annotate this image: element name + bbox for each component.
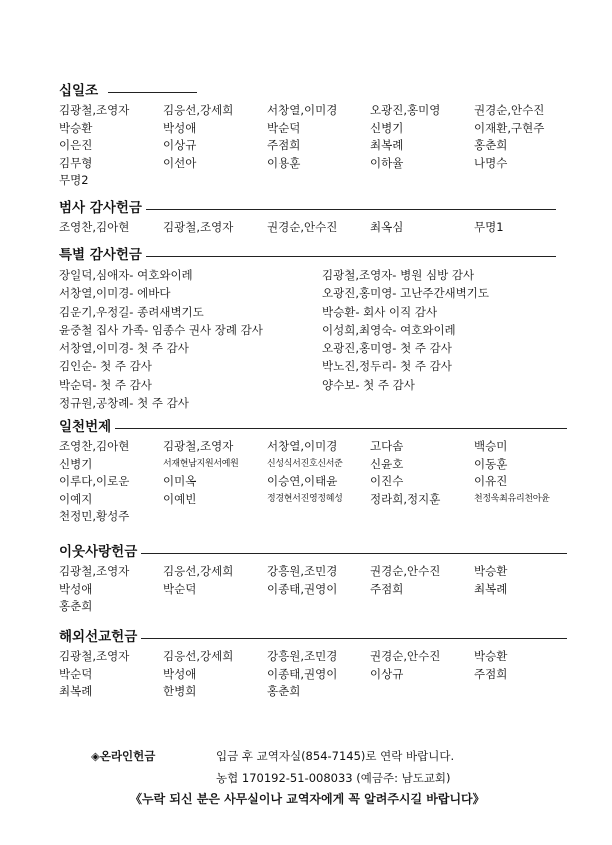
- online-offering-label: ◈온라인헌금: [91, 749, 156, 763]
- name-entry: 김광철,조영자- 병원 심방 감사: [322, 268, 475, 282]
- name-entry: 조영찬,김아현: [59, 439, 130, 453]
- name-entry: 한병희: [163, 684, 197, 698]
- mission-names: [59, 648, 574, 701]
- name-entry: 정규원,공창례- 첫 주 감사: [59, 396, 189, 411]
- bank-account: 농협 170192-51-008033 (예금주: 남도교회): [216, 771, 451, 785]
- thousandth-section: [59, 418, 574, 526]
- name-entry: 서창열,이미경: [267, 103, 338, 117]
- name-entry: 오광진,홍미영- 첫 주 감사: [322, 341, 452, 356]
- neighbor-section: [59, 543, 574, 616]
- name-entry: 강흥원,조민경: [267, 649, 338, 663]
- name-entry: 박성애: [59, 581, 93, 596]
- name-entry: 서재현남지원서예원: [163, 458, 239, 469]
- name-entry: 박승환: [474, 564, 508, 578]
- name-entry: 박승환- 회사 이직 감사: [322, 304, 438, 319]
- name-entry: 권경순,안수진: [370, 649, 441, 663]
- name-entry: 권경순,안수진: [370, 564, 441, 578]
- name-entry: 신병기: [370, 120, 404, 135]
- name-entry: 무명2: [59, 173, 89, 187]
- special-thanks-list: [59, 266, 582, 412]
- section-title: 이웃사랑헌금: [59, 543, 141, 561]
- name-entry: 권경순,안수진: [474, 103, 545, 117]
- name-entry: 박순덕- 첫 주 감사: [59, 377, 152, 392]
- section-rule: [59, 428, 567, 429]
- name-entry: 주점희: [267, 138, 301, 152]
- name-entry: 강흥원,조민경: [267, 564, 338, 578]
- tithe-header: [59, 82, 574, 102]
- name-entry: 김운기,우정길- 종려새벽기도: [59, 304, 204, 319]
- name-entry: 이루다,이로운: [59, 474, 130, 488]
- name-entry: 김광철,조영자: [163, 439, 234, 453]
- special-thanks-section: [59, 246, 582, 412]
- name-entry: 권경순,안수진: [267, 220, 338, 234]
- name-entry: 김광철,조영자: [59, 564, 130, 578]
- name-entry: 이용훈: [267, 155, 301, 170]
- name-entry: 정경현서진영정혜성: [267, 493, 343, 504]
- name-entry: 무명1: [474, 220, 504, 234]
- special-thanks-header: [59, 246, 582, 266]
- tithe-section: [59, 82, 574, 190]
- name-entry: 이동훈: [474, 456, 508, 471]
- name-entry: 이성희,최영숙- 여호와이레: [322, 322, 456, 337]
- all-thanks-names: [59, 219, 574, 237]
- name-entry: 홍춘희: [59, 599, 93, 613]
- name-entry: 이진수: [370, 474, 404, 488]
- name-entry: 김무형: [59, 155, 93, 170]
- name-entry: 백승미: [474, 439, 508, 453]
- name-entry: 김광철,조영자: [59, 649, 130, 663]
- name-entry: 주점희: [474, 666, 508, 681]
- name-entry: 천정욱최유리천아윤: [474, 493, 550, 504]
- name-entry: 김응선,강세희: [163, 564, 234, 578]
- section-title: 범사 감사헌금: [59, 199, 146, 217]
- all-thanks-section: [59, 199, 574, 237]
- name-entry: 이재환,구현주: [474, 120, 545, 135]
- name-entry: 이종태,권영이: [267, 666, 338, 681]
- name-entry: 조영찬,김아현: [59, 220, 130, 234]
- name-entry: 김인순- 첫 주 감사: [59, 359, 152, 374]
- name-entry: 장일덕,심애자- 여호와이레: [59, 268, 193, 282]
- section-title: 해외선교헌금: [59, 628, 141, 646]
- neighbor-header: [59, 543, 574, 563]
- name-entry: 박성애: [163, 120, 197, 135]
- name-entry: 김광철,조영자: [163, 220, 234, 234]
- name-entry: 이상규: [163, 138, 197, 152]
- name-entry: 박순덕: [59, 666, 93, 681]
- name-entry: 박노진,정두리- 첫 주 감사: [322, 359, 452, 374]
- name-entry: 박순덕: [267, 120, 301, 135]
- name-entry: 서창열,이미경- 첫 주 감사: [59, 341, 189, 356]
- name-entry: 이하율: [370, 155, 404, 170]
- name-entry: 오광진,홍미영: [370, 103, 441, 117]
- special-thanks-left: [59, 266, 322, 412]
- name-entry: 최복례: [474, 581, 508, 596]
- name-entry: 김응선,강세희: [163, 103, 234, 117]
- name-entry: 신병기: [59, 456, 93, 471]
- name-entry: 이예지: [59, 491, 93, 506]
- contact-instruction: 입금 후 교역자실(854-7145)로 연락 바랍니다.: [216, 749, 455, 763]
- name-entry: 이승연,이태윤: [267, 474, 338, 488]
- name-entry: 이예빈: [163, 491, 197, 506]
- name-entry: 홍춘희: [267, 684, 301, 698]
- name-entry: 최옥심: [370, 220, 404, 234]
- section-rule: [108, 92, 197, 93]
- name-entry: 최복례: [59, 684, 93, 698]
- tithe-names: [59, 102, 574, 190]
- name-entry: 박승환: [59, 120, 93, 135]
- name-entry: 김응선,강세희: [163, 649, 234, 663]
- thousandth-names: [59, 438, 574, 526]
- name-entry: 최복례: [370, 138, 404, 152]
- mission-header: [59, 628, 574, 648]
- name-entry: 이상규: [370, 666, 404, 681]
- name-entry: 홍춘희: [474, 138, 508, 152]
- special-thanks-right: [322, 266, 582, 412]
- name-entry: 박승환: [474, 649, 508, 663]
- name-entry: 박성애: [163, 666, 197, 681]
- name-entry: 나명수: [474, 155, 508, 170]
- name-entry: 이종태,권영이: [267, 581, 338, 596]
- name-entry: 고다솜: [370, 439, 404, 453]
- all-thanks-header: [59, 199, 574, 219]
- name-entry: 윤중철 집사 가족- 임종수 권사 장례 감사: [59, 322, 263, 337]
- name-entry: 박순덕: [163, 581, 197, 596]
- mission-section: [59, 628, 574, 701]
- name-entry: 양수보- 첫 주 감사: [322, 377, 415, 392]
- section-title: 십일조: [59, 82, 102, 100]
- omission-notice: 《누락 되신 분은 사무실이나 교역자에게 꼭 알려주시길 바랍니다》: [130, 792, 485, 806]
- name-entry: 서창열,이미경: [267, 439, 338, 453]
- neighbor-names: [59, 563, 574, 616]
- name-entry: 천정민,황성주: [59, 509, 130, 523]
- name-entry: 이선아: [163, 155, 197, 170]
- section-title: 특별 감사헌금: [59, 246, 146, 264]
- name-entry: 서창열,이미경- 에바다: [59, 286, 171, 301]
- name-entry: 이유진: [474, 474, 508, 488]
- name-entry: 김광철,조영자: [59, 103, 130, 117]
- name-entry: 신윤호: [370, 456, 404, 471]
- name-entry: 신성식서진호신서준: [267, 458, 343, 469]
- name-entry: 주점희: [370, 581, 404, 596]
- section-title: 일천번제: [59, 418, 115, 436]
- name-entry: 이은진: [59, 138, 93, 152]
- name-entry: 정라희,정지훈: [370, 491, 441, 506]
- name-entry: 이미옥: [163, 474, 197, 488]
- name-entry: 오광진,홍미영- 고난주간새벽기도: [322, 286, 489, 301]
- thousandth-header: [59, 418, 574, 438]
